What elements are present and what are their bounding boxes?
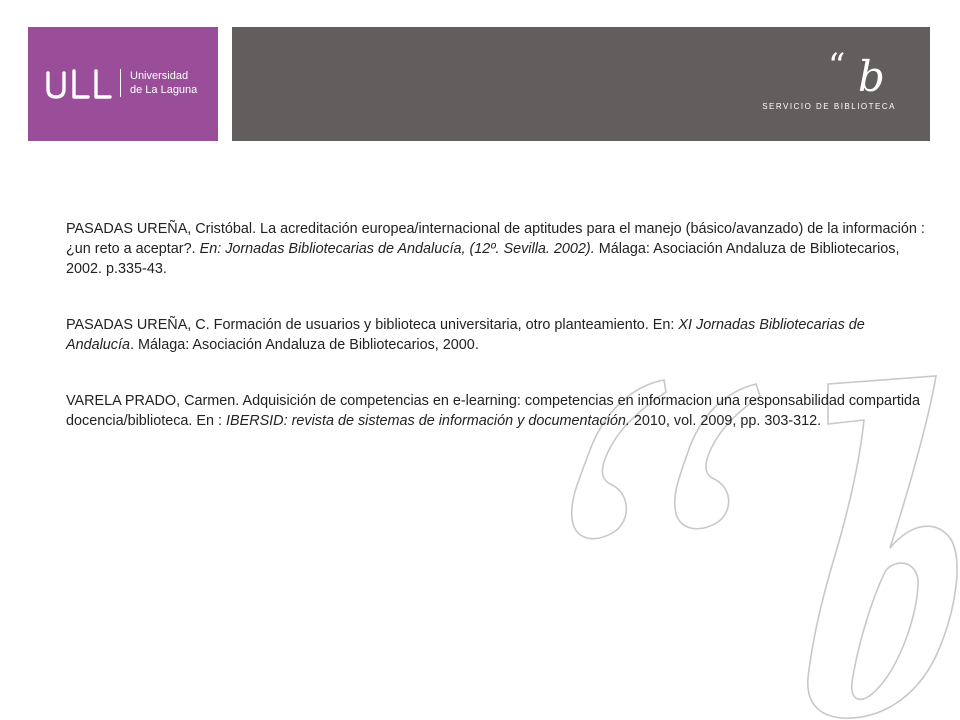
reference-text: PASADAS UREÑA, Cristóbal. La acreditación europea/internacional de aptitudes para el manejo (básico/avanzado) de la información : ¿un reto a aceptar?. [66, 221, 925, 257]
university-name [130, 69, 197, 97]
reference-source: En: Jornadas Bibliotecarias de Andalucía, (12º. Sevilla. 2002). [199, 241, 595, 257]
library-quote-b-logo [828, 51, 898, 95]
reference-publication: 2010, vol. 2009, pp. 303-312. [629, 413, 822, 429]
university-logo [44, 65, 224, 105]
university-name-line1: Universidad [130, 70, 189, 82]
reference-publication: Málaga: Asociación Andaluza de Bibliotecarios, 2002. p.335-43. [66, 241, 900, 277]
reference-item [66, 219, 936, 279]
reference-text: PASADAS UREÑA, C. Formación de usuarios y biblioteca universitaria, otro planteamiento. En: [66, 317, 679, 333]
reference-item [66, 391, 936, 431]
library-header-block [232, 27, 930, 141]
svg-text:b: b [858, 52, 885, 95]
logo-divider [120, 69, 121, 97]
ull-logo-mark [44, 67, 116, 101]
reference-publication: . Málaga: Asociación Andaluza de Bibliotecarios, 2000. [130, 337, 479, 353]
library-caption: SERVICIO DE BIBLIOTECA [762, 102, 896, 111]
reference-item [66, 315, 936, 355]
university-logo-block [28, 27, 218, 141]
reference-list [66, 219, 936, 467]
svg-text:“: “ [828, 51, 846, 86]
reference-text: VARELA PRADO, Carmen. Adquisición de competencias en e-learning: competencias en informacion una responsabilidad compartida docencia/biblioteca. En : [66, 393, 921, 429]
reference-source: IBERSID: revista de sistemas de información y documentación. [226, 413, 630, 429]
reference-source: XI Jornadas Bibliotecarias de Andalucía [66, 317, 865, 353]
university-name-line2: de La Laguna [130, 84, 198, 96]
